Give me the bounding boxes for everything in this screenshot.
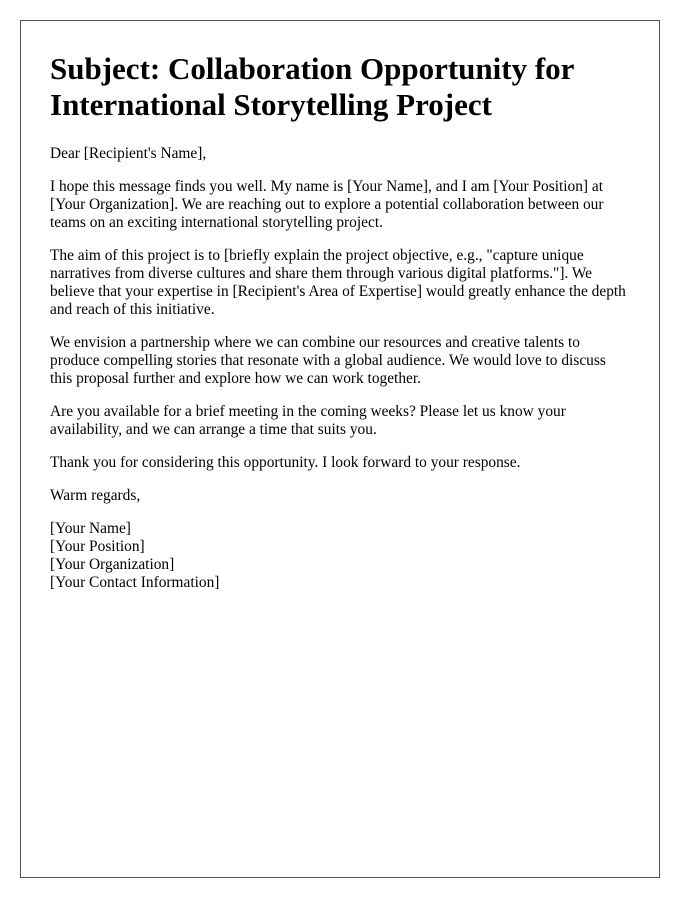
letter-subject: Subject: Collaboration Opportunity for International Storytelling Project <box>50 51 574 122</box>
signature-name: [Your Name] <box>50 520 131 537</box>
letter-paragraph: Are you available for a brief meeting in the coming weeks? Please let us know your availability, and we can arrange a time that suits you. <box>50 403 566 438</box>
letter-body <box>50 145 630 505</box>
signature-position: [Your Position] <box>50 538 145 555</box>
letter-paragraph: The aim of this project is to [briefly explain the project objective, e.g., "capture unique narratives from diverse cultures and share them through various digital platforms."]. We believe that your expertise in [Recipient's Area of Expertise] would greatly enhance the depth and reach of this initiative. <box>50 247 626 318</box>
letter-paragraph: I hope this message finds you well. My name is [Your Name], and I am [Your Position] at [Your Organization]. We are reaching out to explore a potential collaboration between our teams on an exciting international storytelling project. <box>50 178 604 231</box>
signature-organization: [Your Organization] <box>50 556 175 573</box>
letter-page <box>20 20 660 878</box>
letter-signature <box>50 520 630 592</box>
letter-salutation: Dear [Recipient's Name], <box>50 145 207 162</box>
letter-closing: Warm regards, <box>50 487 141 504</box>
letter-paragraph: We envision a partnership where we can combine our resources and creative talents to produce compelling stories that resonate with a global audience. We would love to discuss this proposal further and explore how we can work together. <box>50 334 606 387</box>
signature-contact: [Your Contact Information] <box>50 574 220 591</box>
letter-paragraph: Thank you for considering this opportunity. I look forward to your response. <box>50 454 521 471</box>
